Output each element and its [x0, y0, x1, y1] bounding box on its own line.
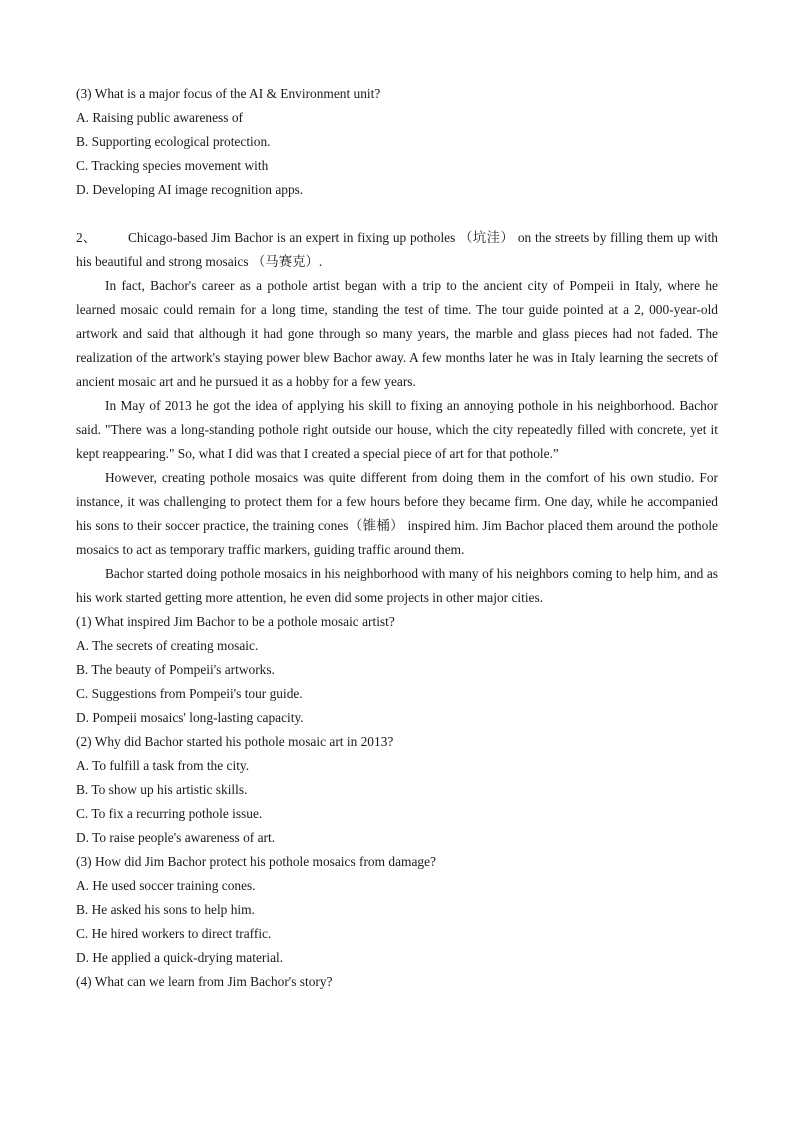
- worksheet-page: [76, 82, 718, 994]
- question-text: (1) What inspired Jim Bachor to be a pothole mosaic artist?: [76, 614, 395, 629]
- answer-option: C. He hired workers to direct traffic.: [76, 926, 272, 941]
- answer-option: B. The beauty of Pompeii's artworks.: [76, 662, 275, 677]
- reading-passage-2: [76, 226, 718, 994]
- answer-option: A. To fulfill a task from the city.: [76, 758, 250, 773]
- answer-option: D. Pompeii mosaics' long-lasting capacity.: [76, 710, 304, 725]
- passage-opening: [76, 226, 718, 274]
- question-block: [76, 970, 718, 994]
- question-block: [76, 850, 718, 970]
- answer-option: A. He used soccer training cones.: [76, 878, 256, 893]
- answer-option: B. He asked his sons to help him.: [76, 902, 255, 917]
- answer-option: C. Suggestions from Pompeii's tour guide.: [76, 686, 303, 701]
- answer-option: C. To fix a recurring pothole issue.: [76, 806, 263, 821]
- answer-option: D. Developing AI image recognition apps.: [76, 182, 304, 197]
- answer-option: C. Tracking species movement with: [76, 158, 269, 173]
- passage-paragraph: In fact, Bachor's career as a pothole artist began with a trip to the ancient city of Pompeii in Italy, where he learned mosaic could remain for a long time, standing the test of time. The tour guide pointed at a 2, 000-year-old artwork and said that although it had gone through so many years, the marble and glass pieces had not faded. The realization of the artwork's staying power blew Bachor away. A few months later he was in Italy learning the secrets of ancient mosaic art and he pursued it as a hobby for a few years.: [76, 278, 718, 389]
- passage-paragraph: Bachor started doing pothole mosaics in his neighborhood with many of his neighbors coming to help him, and as his work started getting more attention, he even did some projects in other major cities.: [76, 566, 718, 605]
- question-text: (3) How did Jim Bachor protect his pothole mosaics from damage?: [76, 854, 436, 869]
- question-text: (2) Why did Bachor started his pothole mosaic art in 2013?: [76, 734, 394, 749]
- answer-option: B. To show up his artistic skills.: [76, 782, 248, 797]
- passage-number: 2、: [76, 230, 97, 245]
- answer-option: D. He applied a quick-drying material.: [76, 950, 284, 965]
- question-block: [76, 610, 718, 730]
- answer-option: D. To raise people's awareness of art.: [76, 830, 276, 845]
- question-text: (3) What is a major focus of the AI & Environment unit?: [76, 86, 381, 101]
- question-block: [76, 730, 718, 850]
- answer-option: B. Supporting ecological protection.: [76, 134, 271, 149]
- question-text: (4) What can we learn from Jim Bachor's story?: [76, 974, 333, 989]
- answer-option: A. The secrets of creating mosaic.: [76, 638, 259, 653]
- section-spacer: [76, 202, 718, 226]
- passage-paragraph: However, creating pothole mosaics was quite different from doing them in the comfort of his own studio. For instance, it was challenging to protect them for a few hours before they became firm. One day, while he accompanied his sons to their soccer practice, the training cones（锥桶） inspired him. Jim Bachor placed them around the pothole mosaics to act as temporary traffic markers, guiding traffic around them.: [76, 470, 718, 557]
- passage-opening-text: Chicago-based Jim Bachor is an expert in fixing up potholes （坑洼） on the streets by filling them up with his beautiful and strong mosaics （马赛克）.: [76, 230, 718, 269]
- answer-option: A. Raising public awareness of: [76, 110, 243, 125]
- passage-paragraph: In May of 2013 he got the idea of applying his skill to fixing an annoying pothole in his neighborhood. Bachor said. "There was a long-standing pothole right outside our house, which the city repeatedly filled with concrete, yet it kept reappearing." So, what I did was that I created a special piece of art for that pothole.”: [76, 398, 718, 461]
- previous-question-block: [76, 82, 718, 202]
